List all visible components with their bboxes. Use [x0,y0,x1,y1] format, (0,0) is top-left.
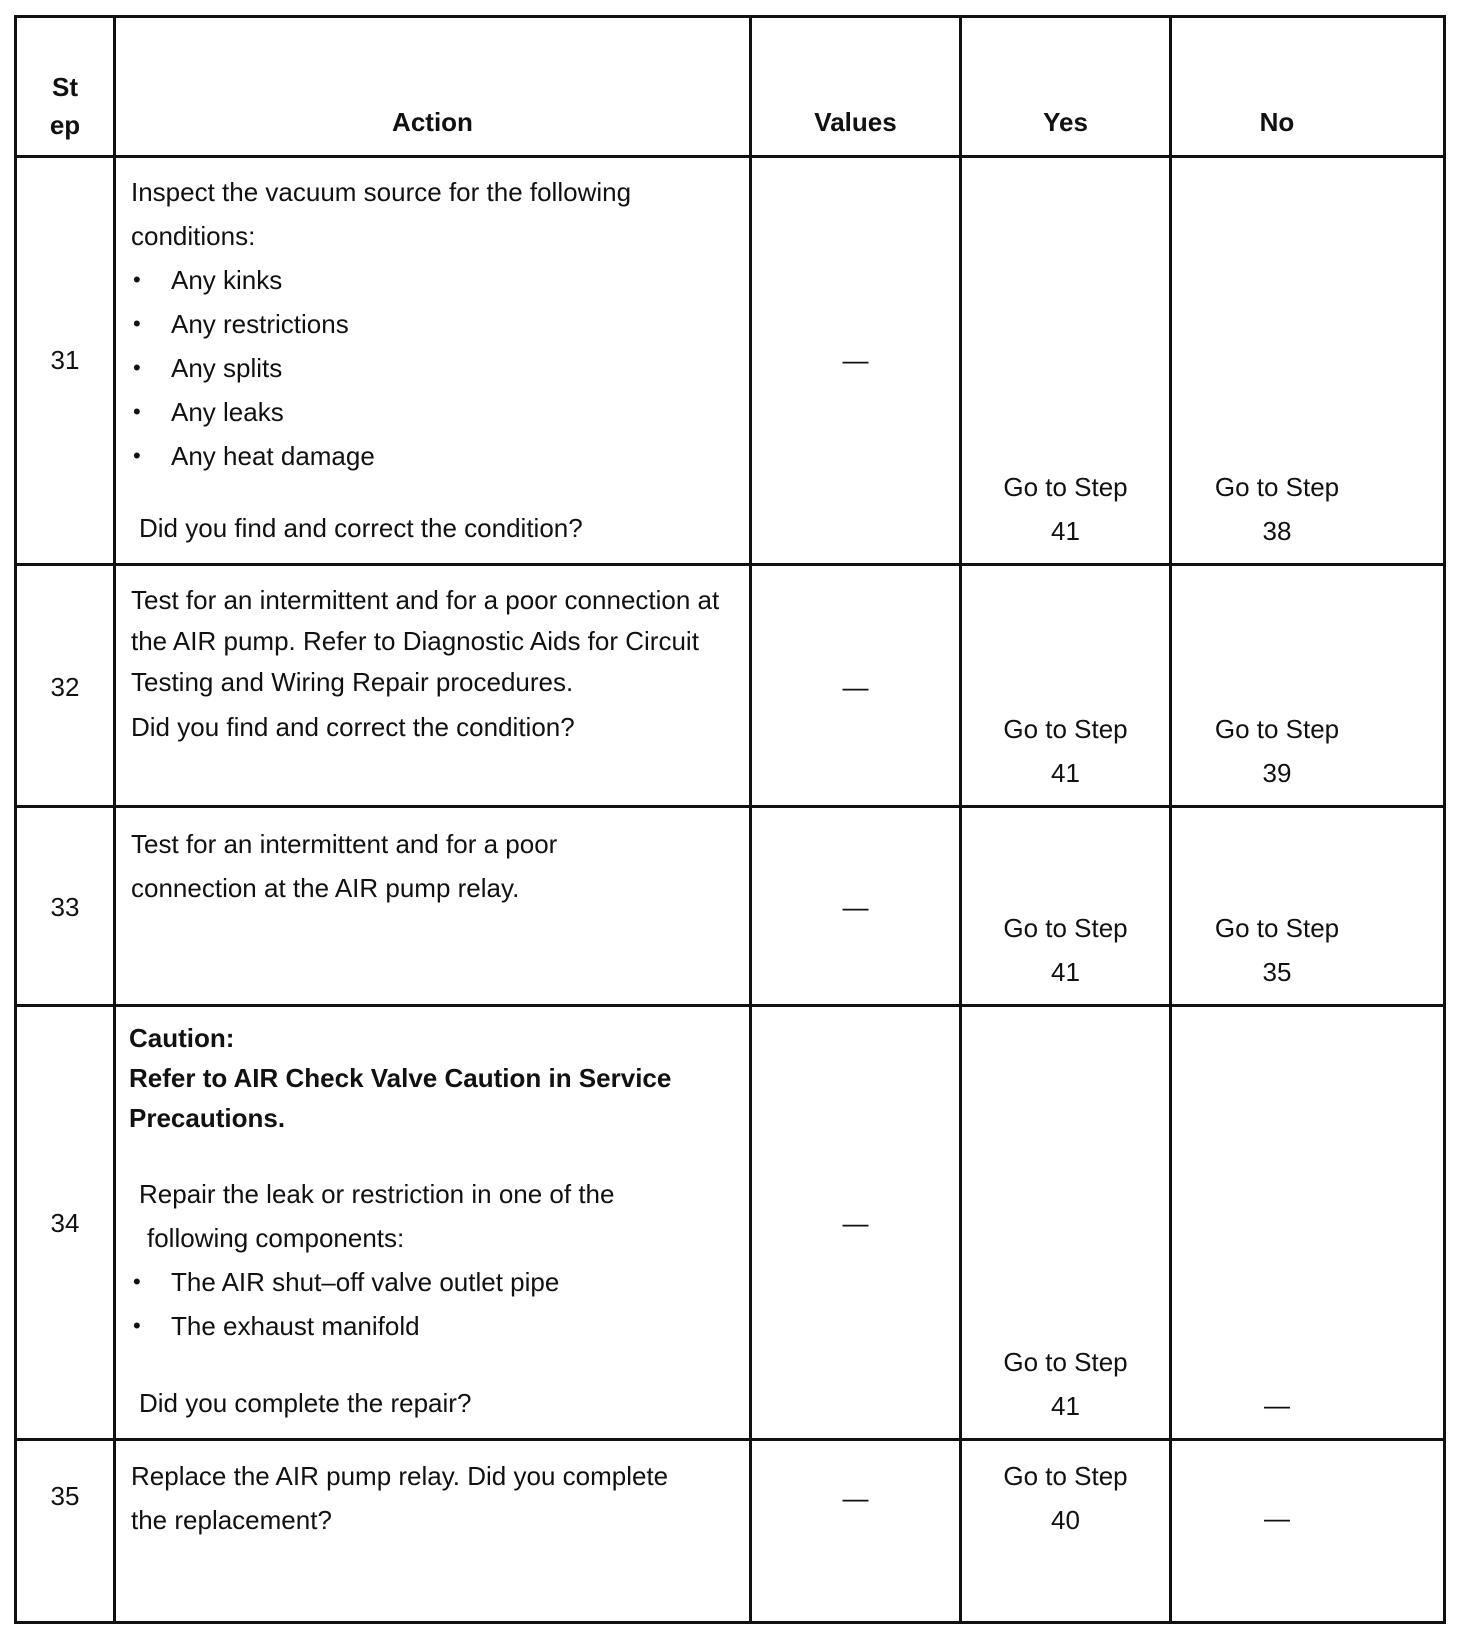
list-item: • The exhaust manifold [131,1304,651,1348]
action-question: Did you complete the repair? [139,1388,472,1418]
no-cell [1172,707,1382,795]
header-step [17,68,113,144]
step-number: 33 [50,892,80,922]
step-number: 35 [50,1481,80,1511]
goto-label: Go to Step [1003,714,1128,744]
values-cell: — [842,892,869,922]
action-cell [131,580,743,748]
goto-step: 38 [1262,516,1292,546]
list-item: • The AIR shut–off valve outlet pipe [131,1260,651,1304]
goto-label: Go to Step [1214,472,1340,502]
values-cell: — [842,672,869,702]
yes-cell [962,707,1169,795]
yes-cell [962,1454,1169,1542]
list-item: • Any restrictions [131,302,731,346]
step-number: 31 [50,345,80,375]
header-values: Values [814,107,897,137]
list-item: • Any splits [131,346,731,390]
header-no: No [1259,107,1295,137]
action-cell [131,1172,651,1348]
row-divider [17,563,1443,566]
goto-step: 39 [1262,758,1292,788]
yes-cell [962,465,1169,553]
caution-block [129,1018,729,1138]
header-yes: Yes [1043,107,1088,137]
row-divider [17,805,1443,808]
no-cell [1172,906,1382,994]
goto-label: Go to Step [1214,714,1340,744]
goto-label: Go to Step [1003,913,1128,943]
header-action: Action [392,107,473,137]
list-item: • Any leaks [131,390,731,434]
goto-step: 41 [1051,758,1080,788]
no-cell: — [1264,1503,1290,1533]
action-question: Did you find and correct the condition? [139,513,583,543]
column-divider [1169,18,1172,1621]
no-cell: — [1264,1390,1290,1420]
action-text: Test for an intermittent and for a poor connection at the AIR pump. Refer to Diagnostic Aids for Circuit Testing and Wiring Repair procedures. [131,585,720,697]
action-question: Did you find and correct the condition? [131,712,575,742]
action-cell [131,170,731,478]
column-divider [113,18,116,1621]
caution-title: Caution: [129,1023,235,1053]
diagnostic-table [14,15,1446,1624]
header-step-line1: St [52,72,78,102]
row-divider [17,1438,1443,1441]
action-cell [131,1454,711,1542]
goto-step: 35 [1262,957,1292,987]
action-text: Replace the AIR pump relay. Did you complete the replacement? [131,1461,669,1535]
goto-label: Go to Step [1003,472,1128,502]
header-divider [17,155,1443,158]
goto-label: Go to Step [1003,1347,1128,1377]
values-cell: — [842,1483,869,1513]
step-number: 34 [50,1208,80,1238]
goto-label: Go to Step [1214,913,1340,943]
yes-cell [962,1340,1169,1428]
header-step-line2: ep [49,110,81,140]
yes-cell [962,906,1169,994]
action-text: Inspect the vacuum source for the following conditions: [131,177,632,251]
no-cell [1172,465,1382,553]
list-item: • Any heat damage [131,434,731,478]
caution-text: Refer to AIR Check Valve Caution in Service Precautions. [129,1063,672,1133]
action-cell [131,822,611,910]
action-text: Test for an intermittent and for a poor connection at the AIR pump relay. [131,829,558,903]
action-text: Repair the leak or restriction in one of the following components: [139,1179,615,1253]
goto-step: 41 [1051,516,1080,546]
goto-step: 41 [1051,1391,1080,1421]
step-number: 32 [50,672,80,702]
values-cell: — [842,1208,869,1238]
values-cell: — [842,345,869,375]
goto-label: Go to Step [1003,1461,1128,1491]
list-item: • Any kinks [131,258,731,302]
row-divider [17,1004,1443,1007]
goto-step: 40 [1051,1505,1080,1535]
column-divider [749,18,752,1621]
goto-step: 41 [1051,957,1080,987]
